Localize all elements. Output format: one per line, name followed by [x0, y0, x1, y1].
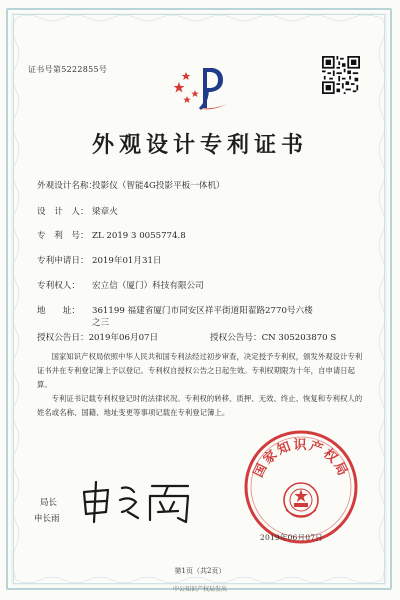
address-label: 地 址：: [37, 306, 80, 316]
designer-value: 梁章火: [92, 207, 118, 217]
address-row: [37, 306, 313, 328]
seal-date: 2019年06月07日: [260, 533, 323, 542]
filing-date-value: 2019年01月31日: [92, 256, 162, 266]
director-name: 申长雨: [34, 514, 60, 524]
announcement-number-value: CN 305203870 S: [261, 333, 337, 343]
grant-date-row: [37, 333, 158, 344]
announcement-number-label: 授权公告号：: [210, 333, 262, 343]
patent-number-value: ZL 2019 3 0055774.8: [92, 231, 186, 241]
patent-number-row: [37, 231, 186, 242]
statement-text-1: 国家知识产权局依照中华人民共和国专利法经过初步审查，决定授予专利权，颁发外观设计专利证书并在专利登记簿上予以登记。专利权自授权公告之日起生效。专利权期限为十年，自申请日起算。: [37, 352, 363, 389]
design-name-label: 外观设计名称：: [37, 181, 98, 191]
qr-code-icon: [322, 56, 360, 94]
certificate-number: 证书号第5222855号: [28, 65, 108, 74]
seal-text: 国家知识产权局: [251, 437, 351, 480]
official-seal: [242, 428, 360, 546]
address-line-2: 之三: [92, 318, 110, 328]
filing-date-label: 专利申请日：: [37, 256, 89, 266]
filing-date-row: [37, 256, 162, 267]
national-emblem-icon: [284, 483, 318, 517]
statement-paragraph-2: [37, 392, 363, 420]
patentee-label: 专利权人：: [37, 281, 80, 291]
page-indicator: 第1页（共2页）: [174, 567, 226, 575]
cnipa-emblem-icon: [167, 60, 233, 116]
patentee-value: 宏立信（厦门）科技有限公司: [92, 281, 204, 291]
design-name-value: 投影仪（智能4G投影平板一体机）: [92, 181, 225, 191]
certificate-title: 外观设计专利证书: [91, 133, 308, 158]
address-line-1: 361199 福建省厦门市同安区祥平街道阳翟路2770号六楼: [92, 306, 313, 316]
announcement-number-row: [210, 333, 336, 344]
statement-text-2: 专利证书记载专利权登记时的法律状况。专利权的转移、质押、无效、终止、恢复和专利权人的姓名或名称、国籍、地址变更等事项记载在专利登记簿上。: [37, 394, 363, 417]
director-signature: [78, 478, 198, 526]
grant-date-value: 2019年06月07日: [88, 333, 159, 343]
patent-number-label: 专 利 号：: [37, 231, 89, 241]
patentee-row: [37, 281, 204, 292]
director-title: 局长: [40, 498, 58, 508]
designer-label: 设 计 人：: [37, 207, 89, 217]
footer-serial: 中公知识产权局发出: [172, 586, 227, 593]
designer-row: [37, 207, 118, 218]
statement-paragraph-1: [37, 350, 363, 392]
design-name-row: [37, 181, 225, 192]
grant-date-label: 授权公告日：: [37, 333, 89, 343]
